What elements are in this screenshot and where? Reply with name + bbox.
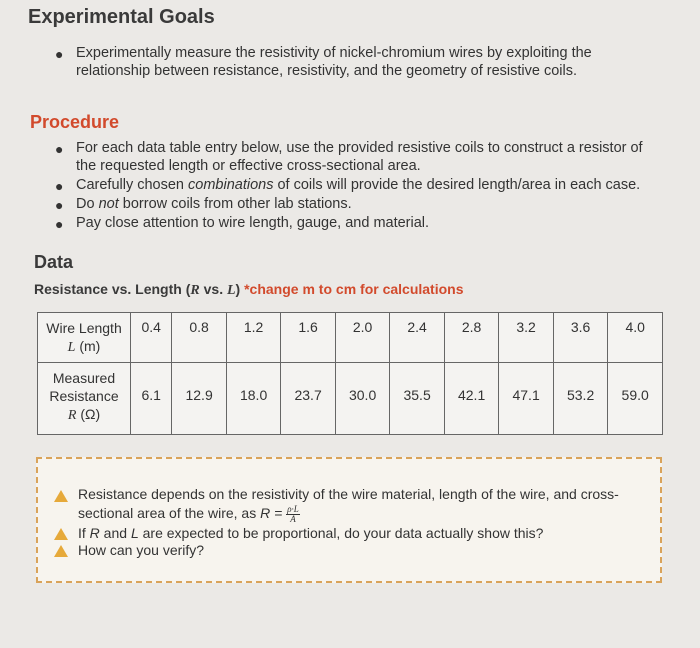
notes-box — [36, 457, 662, 583]
note-1-line-2 — [78, 505, 300, 524]
table-caption — [34, 281, 464, 299]
procedure-item — [52, 176, 672, 194]
header-text: Wire Length — [46, 320, 122, 336]
header-text: Resistance — [49, 388, 119, 404]
procedure-text-pre: Pay close attention to wire length, gauge, and material. — [76, 215, 430, 231]
length-cell: 1.2 — [226, 313, 281, 363]
warning-triangle-icon — [54, 528, 68, 540]
fraction-denominator: A — [290, 514, 296, 524]
resistance-cell: 30.0 — [335, 363, 390, 435]
procedure-item — [52, 139, 672, 175]
bullet-icon: ● — [55, 141, 64, 157]
procedure-text-pre: Do — [76, 196, 99, 212]
length-cell: 2.0 — [335, 313, 390, 363]
note-1-line-1: Resistance depends on the resistivity of the wire material, length of the wire, and cross- — [78, 486, 619, 502]
note-3: How can you verify? — [78, 542, 205, 558]
resistance-length-table — [37, 312, 663, 435]
header-var: L — [67, 340, 76, 355]
resistance-cell: 35.5 — [390, 363, 445, 435]
resistance-cell: 47.1 — [499, 363, 554, 435]
fraction-numerator: ρ·L — [287, 504, 299, 514]
caption-r: R — [190, 283, 200, 298]
note-var-r: R — [89, 525, 100, 541]
resistance-cell: 18.0 — [226, 363, 281, 435]
length-cell: 0.4 — [131, 313, 172, 363]
table-row-length — [38, 313, 663, 363]
note-text: and — [99, 525, 131, 541]
resistance-cell: 53.2 — [553, 363, 608, 435]
table-row-resistance — [38, 363, 663, 435]
procedure-line-1: For each data table entry below, use the provided resistive coils to construct a resistor of — [76, 140, 643, 156]
goal-line-1: Experimentally measure the resistivity of nickel-chromium wires by exploiting the — [76, 45, 592, 61]
caption-l: L — [226, 283, 236, 298]
resistance-cell: 59.0 — [608, 363, 663, 435]
bullet-icon: ● — [55, 216, 64, 232]
warning-triangle-icon — [54, 490, 68, 502]
length-cell: 3.2 — [499, 313, 554, 363]
caption-vs: vs. — [199, 281, 227, 297]
goals-heading: Experimental Goals — [28, 6, 215, 28]
bullet-icon: ● — [55, 197, 64, 213]
length-cell: 0.8 — [172, 313, 227, 363]
length-cell: 1.6 — [281, 313, 336, 363]
note-text: are expected to be proportional, do your data actually show this? — [138, 525, 544, 541]
note-text: sectional area of the wire, as — [78, 505, 261, 522]
length-cell: 4.0 — [608, 313, 663, 363]
bullet-icon: ● — [55, 46, 64, 62]
length-cell: 2.4 — [390, 313, 445, 363]
caption-note: *change m to cm for calculations — [240, 281, 464, 297]
row-header-resistance — [38, 363, 131, 435]
procedure-text-em: combinations — [188, 177, 274, 193]
note-2 — [78, 525, 543, 542]
goal-line-2: relationship between resistance, resistivity, and the geometry of resistive coils. — [76, 63, 578, 79]
header-var: R — [67, 408, 77, 423]
procedure-text-pre: Carefully chosen — [76, 177, 189, 193]
header-text: Measured — [52, 370, 116, 386]
procedure-heading: Procedure — [30, 112, 120, 132]
bullet-icon: ● — [55, 178, 64, 194]
procedure-item — [52, 214, 672, 232]
goal-item — [52, 44, 672, 80]
caption-post: ) — [235, 281, 241, 297]
procedure-text-post: of coils will provide the desired length/area in each case. — [273, 177, 641, 193]
note-var-l: L — [130, 525, 139, 541]
resistance-cell: 42.1 — [444, 363, 499, 435]
note-text: If — [78, 525, 90, 541]
resistance-cell: 23.7 — [281, 363, 336, 435]
procedure-line-2: the requested length or effective cross-sectional area. — [76, 158, 421, 174]
procedure-list — [52, 139, 672, 233]
equation-fraction — [286, 505, 300, 524]
row-header-length — [38, 313, 131, 363]
header-unit: (m) — [75, 338, 101, 354]
warning-triangle-icon — [54, 545, 68, 557]
data-heading: Data — [34, 252, 74, 272]
equation-lhs: R = — [260, 505, 287, 522]
goals-list — [52, 44, 672, 80]
procedure-item — [52, 195, 672, 213]
length-cell: 3.6 — [553, 313, 608, 363]
resistance-cell: 12.9 — [172, 363, 227, 435]
caption-pre: Resistance vs. Length ( — [34, 281, 191, 297]
procedure-text-post: borrow coils from other lab stations. — [118, 196, 352, 212]
length-cell: 2.8 — [444, 313, 499, 363]
header-unit: (Ω) — [76, 406, 101, 422]
procedure-text-em: not — [98, 196, 119, 212]
resistance-cell: 6.1 — [131, 363, 172, 435]
